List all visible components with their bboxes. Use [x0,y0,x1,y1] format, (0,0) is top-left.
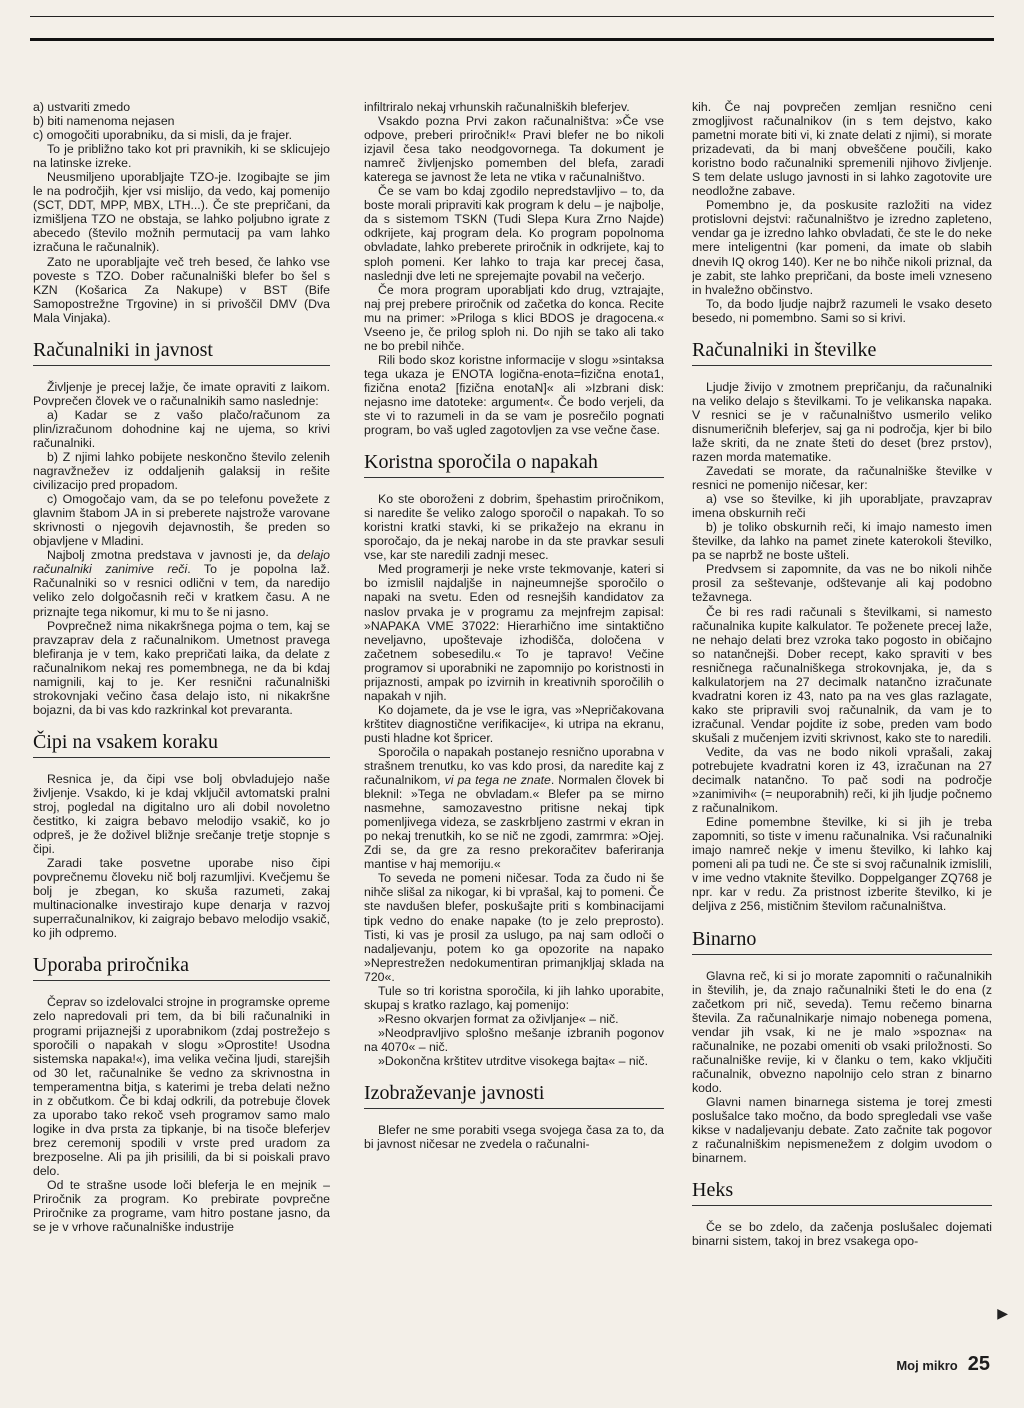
text-run: . Normalen človek bi bleknil: »Tega ne obvladam.« Blefer pa se mirno nasmehne, samozavestno pritisne nekaj tipk pomenljivega videza, se zaskrbljeno zastrmi v ekran in po nekaj trenutkih, ko se nič ne zgodi, zamrmra: »Ojej. Zdi se, da gre za resno prekoračitev baferiranja mantise v haj memoriju.« [364,773,664,872]
paragraph: infiltriralo nekaj vrhunskih računalniških bleferjev. [364,100,630,114]
paragraph: Zavedati se morate, da računalniške številke v resnici ne pomenijo ničesar, ker: [692,464,992,493]
emphasis: vi pa tega ne znate [444,773,551,788]
paragraph: »Resno okvarjen format za oživljanje« – nič. [378,1011,619,1026]
continue-arrow-icon: ▶ [997,1305,1008,1321]
paragraph: b) biti namenoma nejasen [33,114,175,129]
paragraph: Zaradi take posvetne uporabe niso čipi povprečnemu človeku nič bolj razumljivi. Kvečjemu še bolj je zbegan, ko skuša razumeti, zakaj multinacionalke investirajo kupe denarja v razvoj superračunalnikov, ki zaigrajo bebavo melodijo vsakič, ko jih odpremo. [33,856,330,941]
page-footer [896,1353,990,1376]
paragraph: Resnica je, da čipi vse bolj obvladujejo naše življenje. Vsakdo, ki je kdaj vključil avtomatski pralni stroj, pogledal na digitalno uro ali dobil novoletno čestitko, ki zaigra bebavo melodijo vsakič, ko jo odpreš, je že doživel bližnje srečanje tretje stopnje s čipi. [33,771,330,857]
paragraph: Edine pomembne številke, ki si jih je treba zapomniti, so tiste v imenu računalnika. Vsi računalniki imajo namreč nekje v imenu številko, ki lahko kaj pomeni ali pa tudi ne. Če ste si svoj računalnik izmislili, v ime vedno vtaknite številko. Doppelganger ZQ768 je npr. kar v redu. Za pristnost izberite številko, ki je deljiva z 256, mističnim številom računalništva. [692,815,992,914]
paragraph [364,745,664,871]
section-heading: Binarno [692,928,992,955]
paragraph: »Dokončna krštitev utrditve visokega bajta« – nič. [378,1054,648,1068]
paragraph: Glavna reč, ki si jo morate zapomniti o računalnikih in številih, je, da znajo računalniki šteti le do ena (z začetkom pri nič, seveda). Temu rečemo binarna števila. Za računalnikarje nimajo nobenega pomena, vendar jih vsak, ki ne je malo »spozna« na računalnike, ne pozabi omeniti ob vsaki priložnosti. So računalniške revije, ki v članku o tem, kako vključiti računalnik, obvezno napolnijo celo stran z binarno kodo. [692,968,992,1095]
text-run: Sporočila o napakah postanejo resnično uporabna v strašnem trenutku, ko vas kdo prosi, da naredite kaj z računalnikom, [364,744,664,788]
section-heading: Računalniki in številke [692,339,992,366]
paragraph: Pomembno je, da poskusite razložiti na videz protislovni dejstvi: računalništvo je izredno zapleteno, vendar ga je izredno lahko obvladati, če ste le do neke mere inteligentni (kar pomeni, da imate ob slabih dnevih IQ okrog 140). Ker ne bo nihče nikoli priznal, da je zabit, ste lahko prepričani, da boste imeli vzneseno in hvaležno občinstvo. [692,198,992,297]
paragraph: Povprečnež nima nikakršnega pojma o tem, kaj se pravzaprav dela z računalnikom. Umetnost pravega blefiranja je v tem, kako prepričati laika, da delate z računalnikom nekaj res pomembnega, ne da bi kdaj namignili, kaj to je. Ker resnični računalniški strokovnjaki večino časa delajo isto, ni nikakršne bojazni, da bi vas kdo razkrinkal kot prevaranta. [33,618,330,717]
paragraph: b) je toliko obskurnih reči, ki imajo namesto imen številke, da lahko na pamet zinete katerokoli številko, pa se naprbž ne boste ušteli. [692,520,992,563]
paragraph: Življenje je precej lažje, če imate opraviti z laikom. Povprečen človek ve o računalnikih samo naslednje: [33,379,330,408]
paragraph: b) Z njimi lahko pobijete neskončno število zelenih nagravžnežev iz oddaljenih galaksij in rešite civilizacijo pred propadom. [33,449,330,493]
paragraph: Od te strašne usode loči bleferja le en mejnik – Priročnik za program. Ko prebirate povprečne Priročnike za programe, vam hitro postane jasno, da se je v vrhove računalniške industrije [33,1178,330,1235]
section-heading: Izobraževanje javnosti [364,1082,664,1109]
text-run: . To je popolna laž. Računalniki so v resnici odlični v tem, da naredijo veliko zelo dolgočasnih reči v kratkem času. A ne priznajte tega nikomur, ki mu to še ni jasno. [33,562,330,619]
page-number: 25 [967,1353,990,1375]
paragraph: Ko dojamete, da je vse le igra, vas »Nepričakovana krštitev diagnostične verifikacije«, ki utripa na ekranu, pusti hladne kot špricer. [364,702,664,745]
paragraph: To, da bodo ljudje najbrž razumeli le vsako deseto besedo, ni pomembno. Sami so si krivi. [692,296,992,325]
paragraph: Ljudje živijo v zmotnem prepričanju, da računalniki na veliko delajo s številkami. To je velikanska napaka. V resnici se je v računalništvo usmerilo veliko disnumeričnih bleferjev, saj ga ni področja, kjer bi bilo laže skriti, da ne znate šteti do deset (brez prstov), razen morda matematike. [692,379,992,464]
paragraph: Če mora program uporabljati kdo drug, vztrajajte, naj prej prebere priročnik od začetka do konca. Recite mu na primer: »Priloga s klici BDOS je dragocena.« Vseeno je, če prilog sploh ni. Do njih se tako ali tako ne bo prebil nihče. [364,282,664,353]
paragraph: a) Kadar se z vašo plačo/računom za plin/izračunom dohodnine kaj ne ujema, so krivi računalniki. [33,407,330,450]
paragraph: Čeprav so izdelovalci strojne in programske opreme zelo napredovali pri tem, da bi bili računalniki in programi prijaznejši z uporabnikom (zdaj postrežejo s sporočili o napakah v slogu »Oprostite! Usodna sistemska napaka!«), ima velika večina ljudi, starejših od 30 let, računalnike še vedno za skrivnostna in temperamentna bitja, s katerimi je treba delati nežno in z občutkom. Če bi kdaj odkrili, da potrebuje človek za uporabo tako rekoč vseh programov samo malo logike in dva prsta za tipkanje, bi na tisoče bleferjev brez ceremonij spodili v vrste pred uradom za brezposelne. Ali pa jih prisilili, da bi si poiskali pravo delo. [33,995,330,1178]
paragraph: kih. Če naj povprečen zemljan resnično ceni zmogljivost računalnikov (in s tem dejstvo, kako pametni morate biti vi, ki znate delati z njimi), si morate prizadevati, da bi manj obveščene poučili, kako koristno bodo računalniki spremenili njihovo življenje. S tem delate uslugo javnosti in si lahko zagotovite ure neodložne zabave. [692,100,992,199]
paragraph: Ko ste oboroženi z dobrim, špehastim priročnikom, si naredite še veliko zalogo sporočil o napakah. To so koristni kratki stavki, ki se prikažejo na ekranu in sporočajo, da je nekaj narobe in da ste pravkar sesuli vse, kar ste naredili zadnji mesec. [364,492,664,563]
section-heading: Uporaba priročnika [33,954,330,981]
text-run: Najbolj zmotna predstava v javnosti je, da [47,548,298,563]
emphasis: delajo računalniki zanimive reči [33,548,330,577]
paragraph: Glavni namen binarnega sistema je torej zmesti poslušalce tako močno, da bodo spregledali vse vaše kikse v nadaljevanju debate. Zato začnite tak pogovor z računalniškim nepismenežem z dolgim uvodom o binarnem. [692,1094,992,1166]
column-1 [33,100,330,1348]
paragraph: »Neodpravljivo splošno mešanje izbranih pogonov na 4070« – nič. [364,1025,664,1054]
top-thin-rule [30,16,994,17]
paragraph: c) omogočiti uporabniku, da si misli, da je frajer. [33,128,293,143]
paragraph: Vedite, da vas ne bodo nikoli vprašali, zakaj potrebujete kvadratni koren iz 43, izračunan na 27 decimalk natančno. To pač sodi na področje »zanimivih« (= neuporabnih) reči, ki jih ljudje počnemo z računalnikom. [692,744,992,816]
paragraph: Rili bodo skoz koristne informacije v slogu »sintaksa tega ukaza je ENOTA logična-enota=fizična enota1, fizična enota2 [fizična enotaN]« ali »Izbrani disk: nejasno ime datoteke: argument«. Če bodo verjeli, da ste vi to razumeli in da se vam je posrečilo pognati program, bo vaš ugled zagotovljen za vse večne čase. [364,352,664,438]
paragraph: a) vse so številke, ki jih uporabljate, pravzaprav imena obskurnih reči [692,492,992,521]
paragraph: Predvsem si zapomnite, da vas ne bo nikoli nihče prosil za seštevanje, odštevanje ali kaj podobno težavnega. [692,562,992,605]
section-heading: Računalniki in javnost [33,339,330,366]
paragraph: c) Omogočajo vam, da se po telefonu povežete z glavnim štabom JA in si preberete najstrože varovane skrivnosti o njegovih dejavnostih, še preden so objavljene v Mladini. [33,492,330,549]
top-rule [30,38,994,41]
column-3 [692,100,992,1348]
paragraph: Neusmiljeno uporabljajte TZO-je. Izogibajte se jim le na področjih, kjer vsi mislijo, da vedo, kaj pomenijo (SCT, DDT, MPP, MBX, LTH...). Če ste prepričani, da izmišljena TZO ne obstaja, se lahko poljubno igrate z abecedo (število možnih permutacij pa vam lahko izračuna le računalnik). [33,170,330,255]
magazine-name: Moj mikro [896,1358,958,1373]
paragraph: Vsakdo pozna Prvi zakon računalništva: »Če vse odpove, preberi priročnik!« Pravi blefer ne bo nikoli izjavil česa tako neodgovornega. Ta dokument je namreč življenjsko pomemben del blefa, zaradi katerega se javnost že leta ne vtika v računalništvo. [364,114,664,185]
paragraph: To seveda ne pomeni ničesar. Toda za čudo ni še nihče slišal za nikogar, ki bi vprašal, kaj to pomeni. Če ste navdušen blefer, poskušajte priti s kombinacijami tipk vedno do enake napake (to je zelo preprosto). Tisti, ki vas je prosil za uslugo, pa naj sam odloči o nadaljevanju, potem ko ga opozorite na napako »Neprestrežen nedokumentiran primanjkljaj sklada na 720«. [364,871,664,984]
paragraph: Zato ne uporabljajte več treh besed, če lahko vse poveste s TZO. Dober računalniški blefer bo šel s KZN (Košarica Za Nakupe) v BST (Bife Samopostrežne Trgovine) in si privoščil DMV (Dva Mala Vinjaka). [33,254,330,325]
column-2 [364,100,664,1348]
paragraph: Tule so tri koristna sporočila, ki jih lahko uporabite, skupaj s kratko razlago, kaj pomenijo: [364,983,664,1012]
paragraph: Če se vam bo kdaj zgodilo nepredstavljivo – to, da boste morali pripraviti kak program k delu – je najbolje, da s sistemom TSKN (Tudi Slepa Kura Zrno Najde) odkrijete, kaj program dela. Ko program popolnoma obvladate, lahko preberete priročnik in odkrijete, kaj to sploh pomeni. Ker lahko to traja kar precej časa, naslednji dve leti ne sprejemajte povabil na večerjo. [364,184,664,283]
paragraph: Če se bo zdelo, da začenja poslušalec dojemati binarni sistem, takoj in brez vsakega opo- [692,1220,992,1249]
paragraph: a) ustvariti zmedo [33,100,131,114]
section-heading: Heks [692,1179,992,1206]
section-heading: Čipi na vsakem koraku [33,731,330,758]
paragraph [33,548,330,618]
paragraph: Med programerji je neke vrste tekmovanje, kateri si bo izmislil najdaljše in najneumnejše sporočilo o napaki na svetu. Eden od resnejših kandidatov za naslov prvaka je v programu za mejnfrejm zapisal: »NAPAKA VME 37022: Hierarhično ime sintaktično neveljavno, upoštevaje izhodišča, določena v začetnem sobesedilu.« To je tapravo! Večine programov si uporabniki ne zapomnijo po koristnosti in prijaznosti, ampak po izvirnih in kreativnih sporočilih o napakah v njih. [364,562,664,703]
paragraph: To je približno tako kot pri pravnikih, ki se sklicujejo na latinske izreke. [33,142,330,171]
paragraph: Če bi res radi računali s številkami, si namesto računalnika kupite kalkulator. Te poženete precej laže, ne nehajo delati brez vzroka tako pogosto in običajno so natančnejši. Dober recept, kako spraviti v bes resničnega računalniškega strokovnjaka, je, da s kalkulatorjem na 27 decimalk natančno izračunate kvadratni koren iz 43, nato pa na ves glas razlagate, kako ste pripravili svoj računalnik, da vam je to izračunal. Vendar pojdite iz sobe, preden vam bodo skušali z mučenjem izviti skrivnost, kako ste to naredili. [692,604,992,745]
section-heading: Koristna sporočila o napakah [364,451,664,478]
paragraph: Blefer ne sme porabiti vsega svojega časa za to, da bi javnost ničesar ne zvedela o računalni- [364,1123,664,1152]
